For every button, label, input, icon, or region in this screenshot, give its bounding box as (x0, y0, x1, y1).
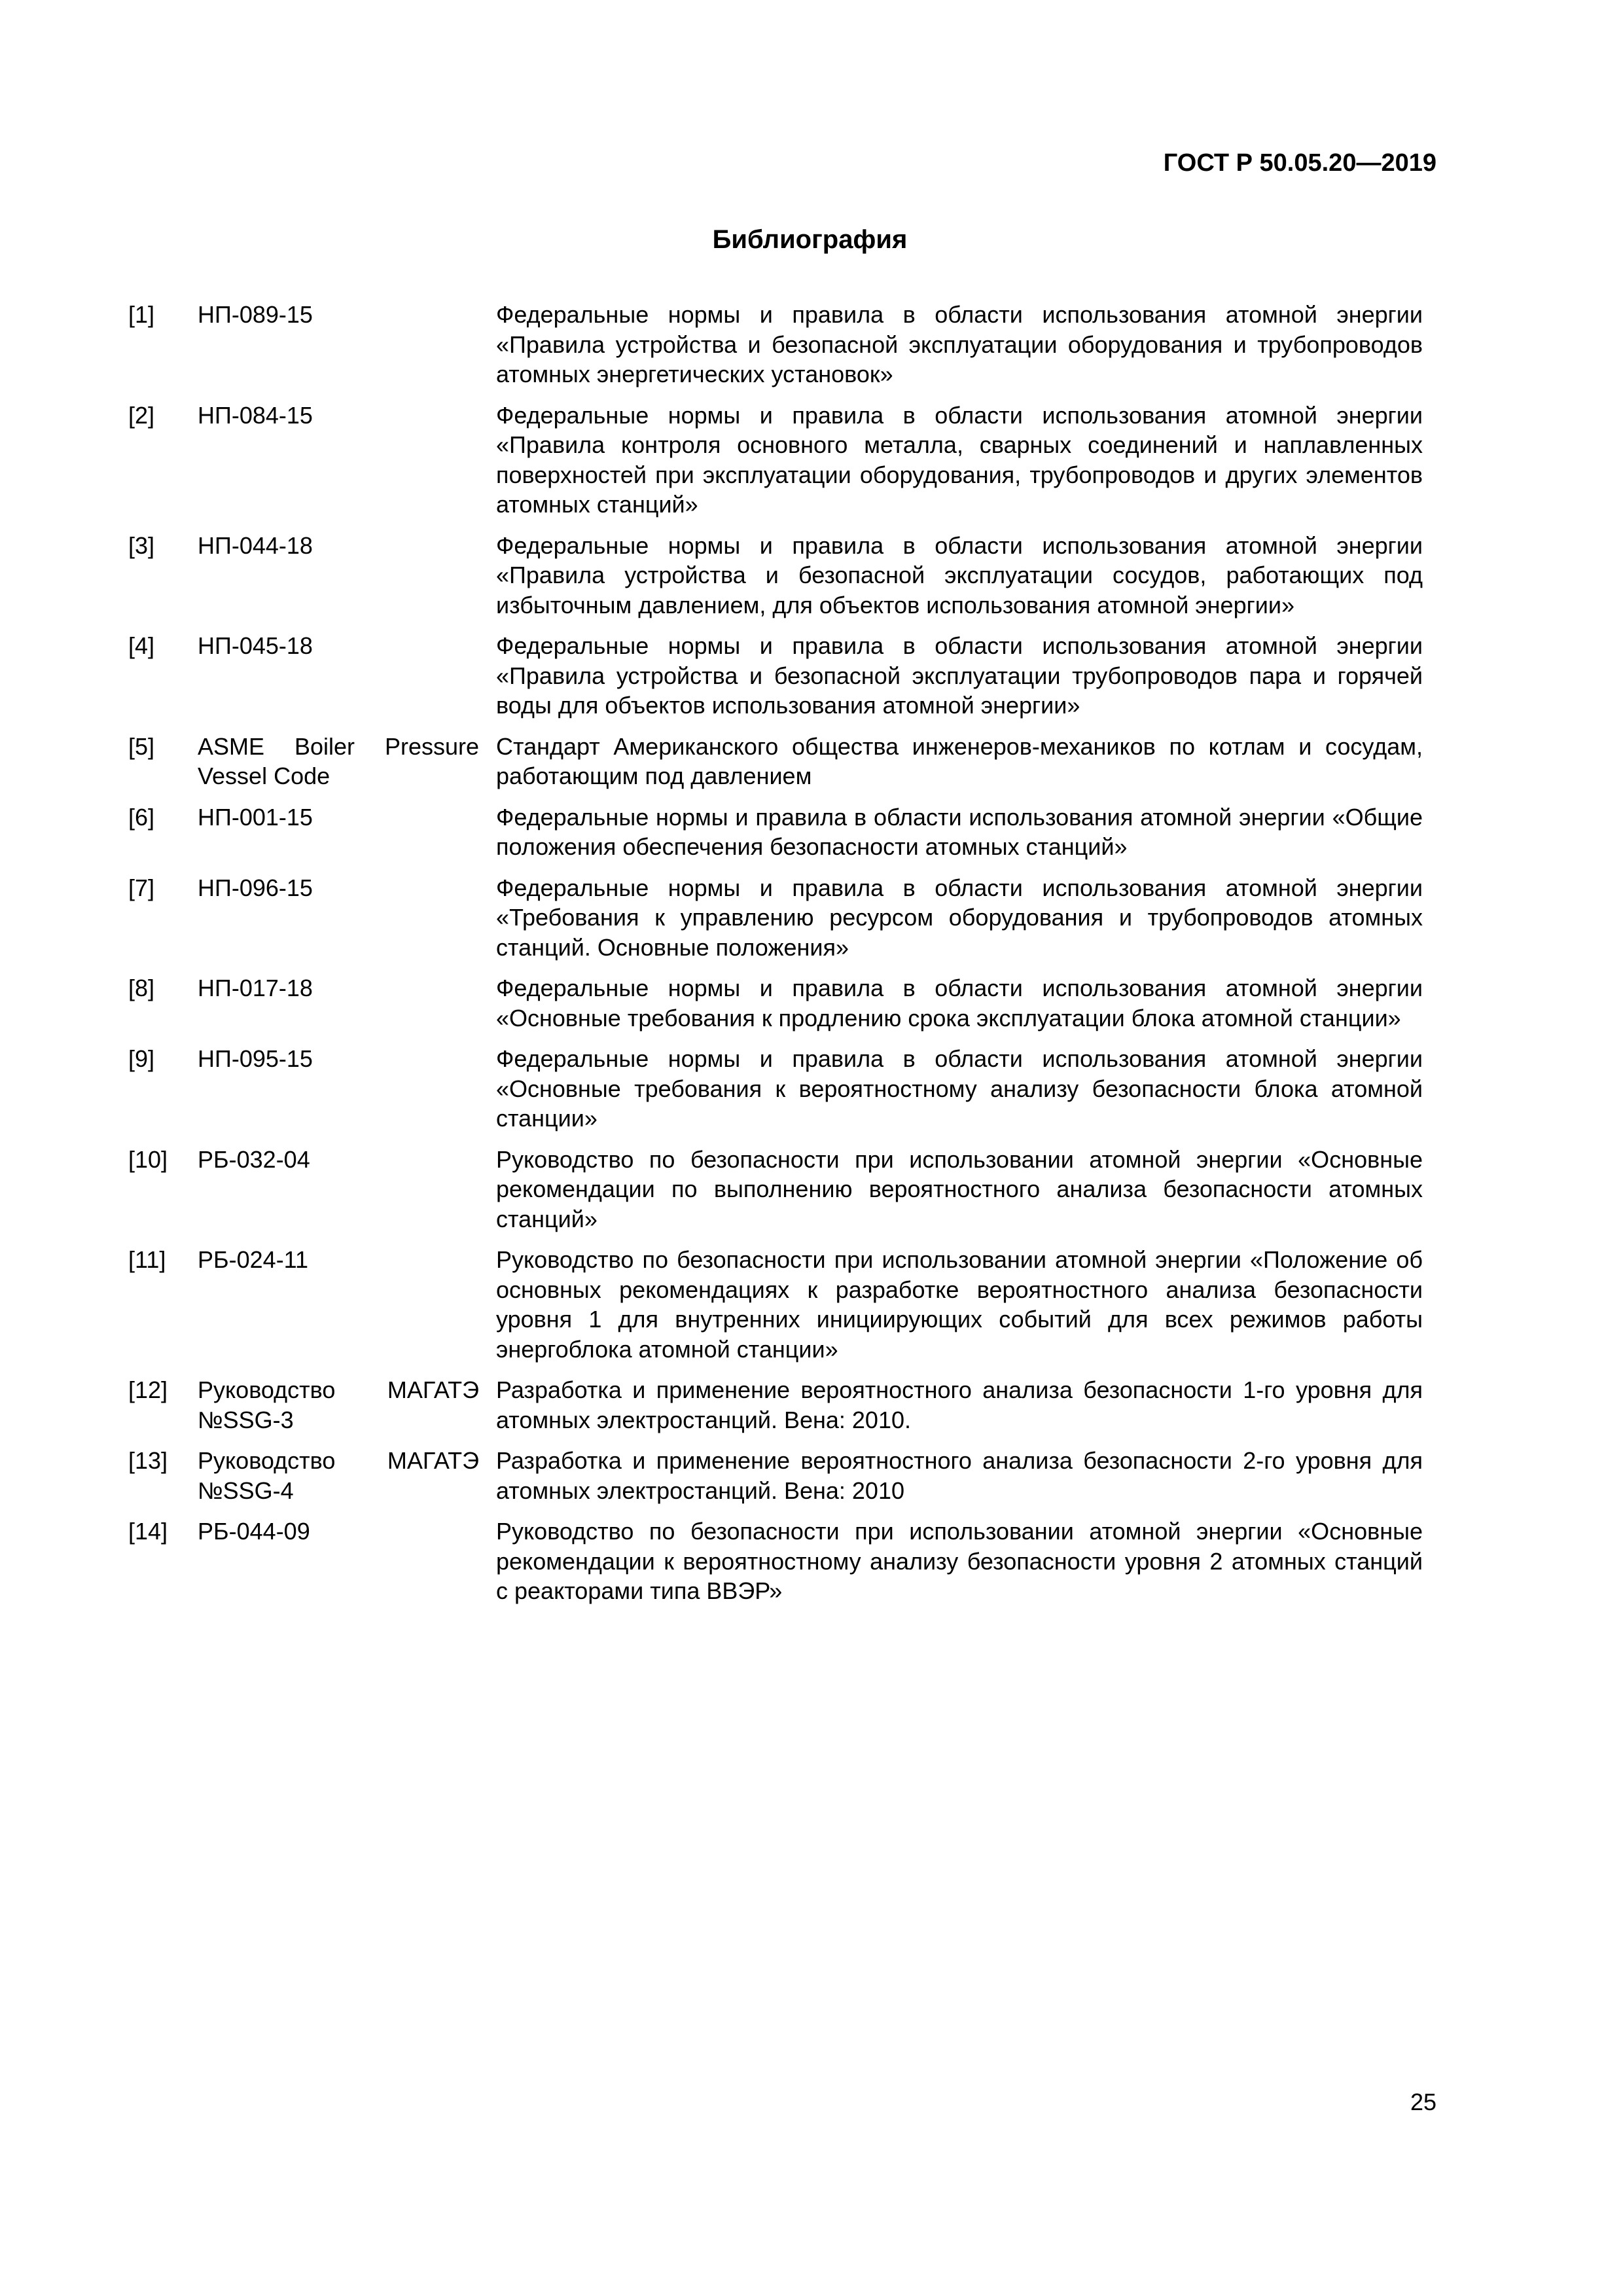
entry-description: Федеральные нормы и правила в области использования атомной энергии «Основные требования к продлению срока эксплуатации блока атомной станции» (496, 975, 1423, 1031)
bibliography-list (128, 300, 1423, 1617)
entry-description: Федеральные нормы и правила в области использования атомной энергии «Общие положения обеспечения безопасности атомных станций» (496, 803, 1423, 860)
entry-code: НП-045-18 (198, 632, 313, 659)
bibliography-entry (128, 802, 1423, 862)
bibliography-entry (128, 1145, 1423, 1234)
entry-number: [9] (128, 1045, 155, 1072)
entry-number: [2] (128, 401, 155, 429)
entry-code: НП-044-18 (198, 531, 313, 559)
entry-code: НП-017-18 (198, 975, 313, 1001)
entry-description: Стандарт Американского общества инженеров-механиков по котлам и сосудам, работающим под давлением (496, 732, 1423, 789)
entry-number: [1] (128, 301, 155, 328)
bibliography-entry (128, 1245, 1423, 1364)
entry-code: НП-084-15 (198, 401, 313, 429)
page-number: 25 (1410, 2089, 1436, 2115)
entry-number: [8] (128, 975, 155, 1001)
entry-number: [6] (128, 803, 155, 831)
bibliography-entry (128, 401, 1423, 520)
standard-designation: ГОСТ Р 50.05.20—2019 (1163, 149, 1436, 177)
bibliography-entry (128, 1375, 1423, 1435)
entry-number: [11] (128, 1246, 166, 1273)
entry-code: НП-089-15 (198, 301, 313, 328)
bibliography-entry (128, 531, 1423, 620)
bibliography-entry (128, 1516, 1423, 1606)
entry-code: НП-095-15 (198, 1045, 313, 1072)
bibliography-entry (128, 300, 1423, 389)
entry-description: Федеральные нормы и правила в области использования атомной энергии «Правила контроля основного металла, сварных соединений и наплавленных поверхностей при эксплуатации оборудования, трубопроводов и других элементов атомных станций» (496, 401, 1423, 518)
entry-description: Разработка и применение вероятностного анализа безопасности 2-го уровня для атомных электростанций. Вена: 2010 (496, 1447, 1423, 1504)
entry-code: ASME Boiler Pressure Vessel Code (198, 732, 479, 789)
bibliography-entry (128, 631, 1423, 721)
entry-code: Руководство МАГАТЭ №SSG-3 (198, 1376, 479, 1433)
entry-number: [14] (128, 1518, 168, 1545)
entry-number: [7] (128, 874, 155, 901)
bibliography-entry (128, 973, 1423, 1033)
entry-description: Федеральные нормы и правила в области использования атомной энергии «Правила устройства и безопасной эксплуатации оборудования и трубопроводов атомных энергетических установок» (496, 301, 1423, 387)
entry-number: [13] (128, 1447, 168, 1474)
entry-description: Разработка и применение вероятностного анализа безопасности 1-го уровня для атомных электростанций. Вена: 2010. (496, 1376, 1423, 1433)
entry-code: РБ-044-09 (198, 1518, 310, 1545)
entry-description: Руководство по безопасности при использовании атомной энергии «Основные рекомендации по выполнению вероятностного анализа безопасности атомных станций» (496, 1145, 1423, 1232)
entry-description: Руководство по безопасности при использовании атомной энергии «Основные рекомендации к вероятностному анализу безопасности уровня 2 атомных станций с реакторами типа ВВЭР» (496, 1518, 1423, 1604)
entry-description: Федеральные нормы и правила в области использования атомной энергии «Требования к управлению ресурсом оборудования и трубопроводов атомных станций. Основные положения» (496, 874, 1423, 961)
page-title (0, 224, 1561, 255)
bibliography-heading: Библиография (712, 225, 908, 254)
entry-number: [4] (128, 632, 155, 659)
entry-code: НП-096-15 (198, 874, 313, 901)
bibliography-entry (128, 1044, 1423, 1134)
entry-number: [3] (128, 531, 155, 559)
entry-code: РБ-024-11 (198, 1246, 309, 1273)
entry-description: Руководство по безопасности при использовании атомной энергии «Положение об основных рекомендациях к разработке вероятностного анализа безопасности уровня 1 для внутренних инициирующих событий для всех режимов работы энергоблока атомной станции» (496, 1246, 1423, 1363)
bibliography-entry (128, 732, 1423, 791)
entry-number: [10] (128, 1145, 168, 1173)
bibliography-entry (128, 1446, 1423, 1505)
entry-number: [5] (128, 732, 155, 760)
bibliography-entry (128, 873, 1423, 963)
entry-description: Федеральные нормы и правила в области использования атомной энергии «Основные требования к вероятностному анализу безопасности блока атомной станции» (496, 1045, 1423, 1132)
entry-code: РБ-032-04 (198, 1145, 310, 1173)
entry-description: Федеральные нормы и правила в области использования атомной энергии «Правила устройства и безопасной эксплуатации трубопроводов пара и горячей воды для объектов использования атомной энергии» (496, 632, 1423, 719)
entry-code: Руководство МАГАТЭ №SSG-4 (198, 1447, 479, 1504)
entry-description: Федеральные нормы и правила в области использования атомной энергии «Правила устройства и безопасной эксплуатации сосудов, работающих под избыточным давлением, для объектов использования атомной энергии» (496, 531, 1423, 619)
entry-code: НП-001-15 (198, 803, 313, 831)
entry-number: [12] (128, 1376, 168, 1403)
